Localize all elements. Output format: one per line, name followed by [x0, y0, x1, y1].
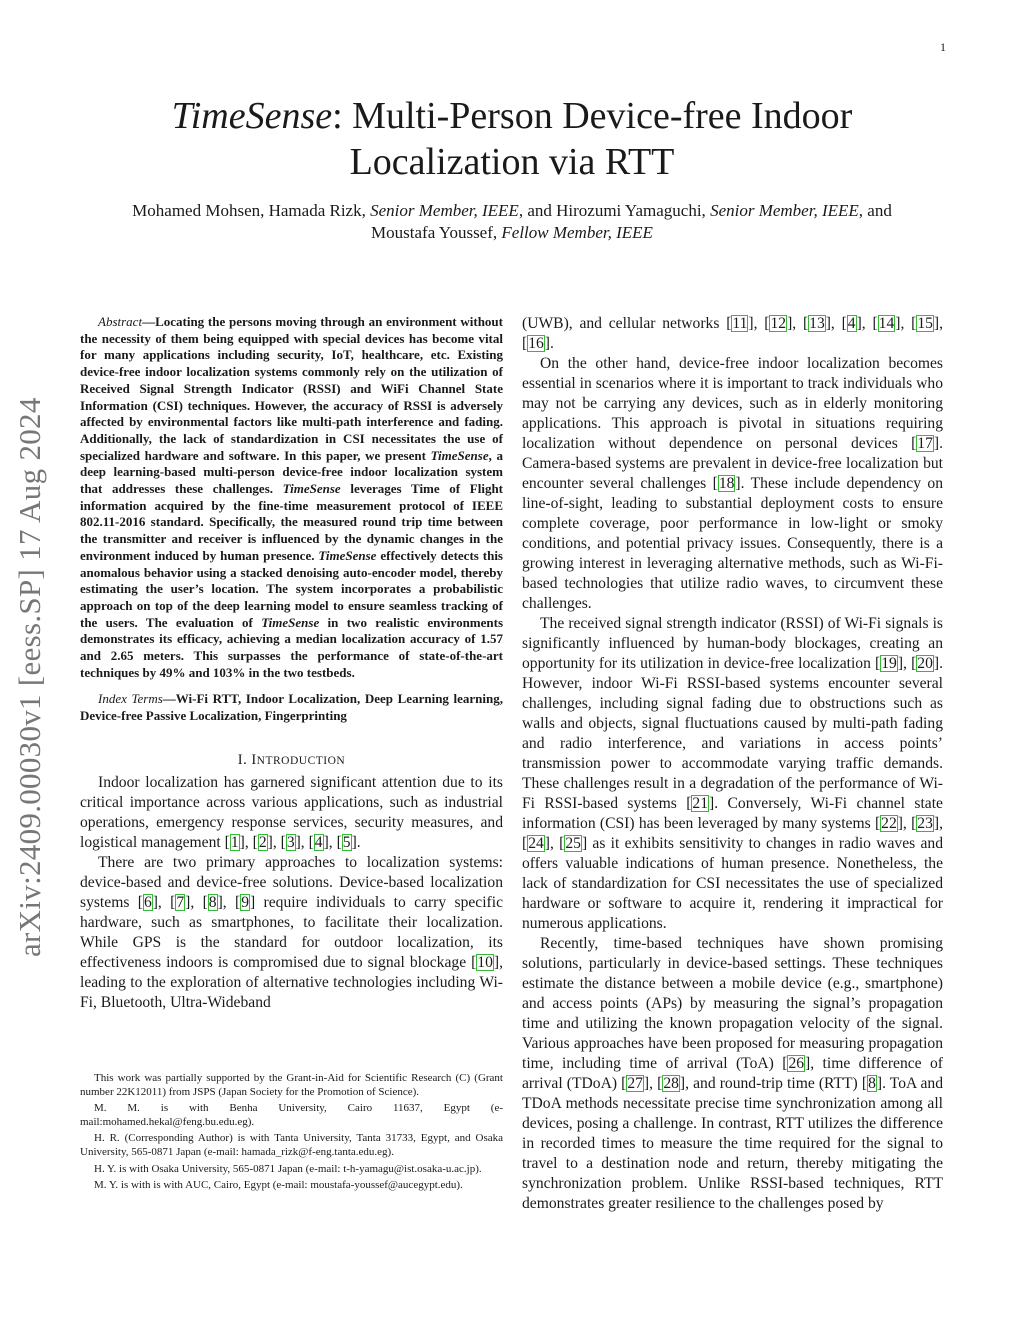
paragraph-text: Recently, time-based techniques have shown promising solutions, particularly in device-based settings. These techniques estimate the distance between a mobile device (e.g., smartphone) and access points (APs) by measuring the signal’s propagation time and utilizing the known propagation velocity of the signal. Various approaches have been proposed for measuring propagation time, including time of arrival (ToA)	[522, 935, 943, 1072]
citation-link[interactable]: 9	[241, 893, 249, 911]
citation-link[interactable]: 28	[663, 1075, 679, 1092]
right-paragraph-0: (UWB), and cellular networks [11], [12], [13], [4], [14], [15], [16].	[522, 315, 943, 352]
citation-link[interactable]: 1	[230, 833, 239, 851]
author-affil-2: Senior Member, IEEE	[710, 201, 859, 220]
right-paragraph-3: Recently, time-based techniques have shown promising solutions, particularly in device-based settings. These techniques estimate the distance between a mobile device (e.g., smartphone) and access points (APs) by measuring the signal’s propagation time and utilizing the known propagation velocity of the signal. Various approaches have been proposed for measuring propagation time, including time of arrival (ToA) [26], time difference of arrival (TDoA) [27], [28], and round-trip time (RTT) [8]. ToA and TDoA methods necessitate precise time synchronization among all devices, posing a challenge. In contrast, RTT utilizes the difference in recorded times to measure the time required for the signal to travel to a destination node and return, thereby mitigating the synchronization problem. Unlike RSSI-based techniques, RTT demonstrates greater resilience to the challenges posed by	[522, 935, 944, 1212]
citation-link[interactable]: 25	[565, 835, 581, 852]
author-line-1	[80, 200, 944, 222]
abstract-text-4: effectively detects this anomalous behavior using a stacked denoising auto-encoder model, thereby estimating the user’s location. The system incorporates a probabilistic approach on top of the deep learning model to ensure seamless tracking of the users. The evaluation of	[80, 547, 503, 630]
citation-link[interactable]: 6	[143, 893, 152, 911]
citation-link[interactable]: 24	[528, 835, 544, 852]
footnote-author-4: M. Y. is with is with AUC, Cairo, Egypt (e-mail: moustafa-youssef@aucegypt.edu).	[94, 1179, 463, 1192]
section-title: NTRODUCTION	[256, 754, 346, 767]
author-names-4: Moustafa Youssef,	[371, 223, 502, 242]
paragraph-text: as it exhibits sensitivity to changes in radio waves and offers valuable indications of human presence. Nonetheless, the lack of standardization for CSI necessitates the use of specialized hardware or software to acquire it, rendering it impractical for numerous applications.	[522, 835, 943, 932]
citation-link[interactable]: 2	[258, 833, 267, 851]
abstract-text-5: in two realistic environments demonstrates its efficacy, achieving a median localization accuracy of 1.57 and 2.65 meters. This surpasses the performance of state-of-the-art techniques by 49% and 103% in the two testbeds.	[80, 614, 504, 680]
footnote-funding: This work was partially supported by the Grant-in-Aid for Scientific Research (C) (Grant number 22K12011) from JSPS (Japan Society for the Promotion of Science).	[80, 1072, 503, 1098]
citation-link[interactable]: 21	[692, 795, 708, 812]
abstract-label: Abstract	[98, 314, 143, 329]
arxiv-identifier: arXiv:2409.00030v1 [eess.SP] 17 Aug 2024	[12, 397, 47, 957]
citation-link[interactable]: 11	[732, 315, 748, 332]
right-column	[522, 314, 943, 1214]
citation-link[interactable]: 22	[881, 815, 897, 832]
citation-link[interactable]: 4	[847, 315, 856, 332]
citation-link[interactable]: 27	[627, 1075, 643, 1092]
paragraph-text: require individuals to carry specific hardware, such as smartphones, to facilitate their localization. While GPS is the standard for outdoor localization, its effectiveness indoors is compromised due to signal blockage	[80, 893, 503, 971]
paragraph-text: . Conversely, Wi-Fi channel state information (CSI) has been leveraged by many systems	[522, 795, 943, 832]
citation-link[interactable]: 7	[176, 893, 185, 911]
intro-paragraph-2: There are two primary approaches to localization systems: device-based and device-free solutions. Device-based localization systems [6], [7], [8], [9] require individuals to carry specific hardware, such as smartphones, to facilitate their localization. While GPS is the standard for outdoor localization, its effectiveness indoors is compromised due to signal blockage [10], leading to the exploration of alternative technologies including Wi-Fi, Bluetooth, Ultra-Wideband	[80, 853, 503, 1011]
abstract-system-name-2: TimeSense	[282, 481, 341, 497]
paper-title	[0, 93, 1024, 185]
abstract-system-name-3: TimeSense	[318, 547, 377, 563]
section-heading-introduction	[80, 752, 503, 769]
footnote-author-2: H. R. (Corresponding Author) is with Tanta University, Tanta 31733, Egypt, and Osaka University, 565-0871 Japan (e-mail: hamada_rizk@f-eng.tanta.edu.eg).	[80, 1132, 503, 1158]
citation-link[interactable]: 23	[917, 815, 933, 832]
citation-link[interactable]: 4	[314, 833, 323, 851]
citation-link[interactable]: 16	[528, 335, 544, 352]
abstract-text-3: leverages Time of Flight information acquired by the fine-time measurement protocol of IEEE 802.11-2016 standard. Specifically, the measured round trip time between the transmitter and receiver is influenced by the dynamic changes in the environment induced by human presence.	[80, 481, 504, 563]
intro-paragraph-1: Indoor localization has garnered significant attention due to its critical importance across various applications, such as industrial operations, emergency response services, security measures, and logistical management [1], [2], [3], [4], [5].	[80, 773, 503, 851]
page-number: 1	[940, 40, 946, 54]
abstract-system-name-4: TimeSense	[261, 614, 320, 630]
citation-link[interactable]: 3	[286, 833, 295, 851]
paragraph-text: There are two primary approaches to localization systems: device-based and device-free solutions. Device-based localization systems	[80, 853, 503, 911]
author-names-2: , and Hirozumi Yamaguchi,	[518, 201, 711, 220]
index-terms-label: Index Terms	[98, 691, 163, 707]
paragraph-text: . ToA and TDoA methods necessitate precise time synchronization among all devices, posing a challenge. In contrast, RTT utilizes the difference in recorded times to measure the time required for the signal to travel to a destination node and return, thereby mitigating the synchronization problem. Unlike RSSI-based techniques, RTT demonstrates greater resilience to the challenges posed by	[522, 1075, 944, 1212]
paragraph-text: . However, indoor Wi-Fi RSSI-based systems encounter several challenges, including signal fading due to obstructions such as walls and objects, signal fluctuations caused by multi-path fading and radio interference, and variations in access points’ transmission power to accommodate varying traffic demands. These challenges result in a degradation of the performance of Wi-Fi RSSI-based systems	[522, 655, 943, 812]
footnote-author-1: M. M. is with Benha University, Cairo 11637, Egypt (e-mail:mohamed.hekal@feng.bu.edu.eg).	[80, 1102, 503, 1128]
author-affil-3: Fellow Member, IEEE	[501, 223, 653, 242]
right-paragraph-1: On the other hand, device-free indoor localization becomes essential in scenarios where it is important to track individuals who may not be carrying any devices, such as in elderly monitoring applications. This approach is pivotal in situations requiring localization without dependence on personal devices [17]. Camera-based systems are prevalent in device-free localization but encounter several challenges [18]. These include dependency on line-of-sight, leading to substantial deployment costs to ensure complete coverage, poor performance in low-light or smoky conditions, and potential privacy issues. Consequently, there is a growing interest in leveraging alternative methods, such as Wi-Fi-based technologies that utilize radio waves, to circumvent these challenges.	[522, 355, 943, 612]
title-system-name: TimeSense	[171, 95, 333, 137]
section-number: I. I	[237, 751, 257, 768]
title-line1: : Multi-Person Device-free Indoor	[332, 95, 853, 137]
citation-link[interactable]: 15	[917, 315, 933, 332]
author-names-1: Mohamed Mohsen, Hamada Rizk,	[132, 201, 371, 220]
paragraph-text: (UWB), and cellular networks	[522, 315, 727, 332]
citation-link[interactable]: 19	[881, 655, 897, 672]
index-terms-text: —Wi-Fi RTT, Indoor Localization, Deep Learning learning, Device-free Passive Localization, Fingerprinting	[80, 691, 503, 724]
abstract-text-2: , a deep learning-based multi-person device-free indoor localization system that addresses these challenges.	[80, 447, 504, 497]
author-names-3: , and	[858, 201, 892, 220]
citation-link[interactable]: 26	[788, 1055, 805, 1072]
right-paragraph-2: The received signal strength indicator (RSSI) of Wi-Fi signals is significantly influenced by human-body blockages, creating an opportunity for its utilization in device-free localization [19], [20]. However, indoor Wi-Fi RSSI-based systems encounter several challenges, including signal fading due to obstructions such as walls and objects, signal fluctuations caused by multi-path fading and radio interference, and variations in access points’ transmission power to accommodate varying traffic demands. These challenges result in a degradation of the performance of Wi-Fi RSSI-based systems [21]. Conversely, Wi-Fi channel state information (CSI) has been leveraged by many systems [22], [23], [24], [25] as it exhibits sensitivity to changes in radio waves and offers valuable indications of human presence. Nonetheless, the lack of standardization for CSI necessitates the use of specialized hardware or software to acquire it, rendering it impractical for numerous applications.	[522, 615, 943, 932]
left-body	[80, 773, 503, 1013]
author-affil-1: Senior Member, IEEE	[370, 201, 519, 220]
citation-link[interactable]: 20	[917, 655, 933, 672]
footnote-author-3: H. Y. is with Osaka University, 565-0871 Japan (e-mail: t-h-yamagu@ist.osaka-u.ac.jp).	[94, 1162, 482, 1175]
paragraph-text: , time difference of arrival (TDoA)	[522, 1055, 943, 1092]
citation-link[interactable]: 8	[868, 1075, 876, 1092]
citation-link[interactable]: 18	[718, 475, 735, 492]
footnotes	[80, 1072, 503, 1196]
abstract	[80, 314, 503, 681]
title-line2: Localization via RTT	[349, 141, 675, 183]
paragraph-text: , and round-trip time (RTT)	[685, 1075, 862, 1092]
citation-link[interactable]: 5	[342, 833, 351, 851]
left-column	[80, 314, 503, 1013]
citation-link[interactable]: 10	[477, 953, 493, 971]
paragraph-text: . Camera-based systems are prevalent in device-free localization but encounter several challenges	[522, 435, 943, 492]
paragraph-text: On the other hand, device-free indoor localization becomes essential in scenarios where it is important to track individuals who may not be carrying any devices, such as in elderly monitoring applications. This approach is pivotal in situations requiring localization without dependence on personal devices	[522, 355, 943, 452]
paragraph-text: . These include dependency on line-of-sight, leading to substantial deployment costs to ensure complete coverage, poor performance in low-light or smoky conditions, and potential privacy issues. Consequently, there is a growing interest in leveraging alternative methods, such as Wi-Fi-based technologies that utilize radio waves, to circumvent these challenges.	[522, 475, 943, 612]
paragraph-text: The received signal strength indicator (RSSI) of Wi-Fi signals is significantly influenced by human-body blockages, creating an opportunity for its utilization in device-free localization	[522, 615, 943, 672]
citation-link[interactable]: 14	[878, 315, 895, 332]
citation-link[interactable]: 8	[208, 893, 217, 911]
citation-link[interactable]: 13	[809, 315, 825, 332]
citation-link[interactable]: 17	[917, 435, 933, 452]
paragraph-text: , leading to the exploration of alternative technologies including Wi-Fi, Bluetooth, Ultra-Wideband	[80, 953, 503, 1011]
author-list	[80, 200, 944, 244]
abstract-text-1: —Locating the persons moving through an environment without the necessity of them being equipped with special devices has become vital for many applications including security, IoT, healthcare, etc. Existing device-free indoor localization systems commonly rely on the utilization of Received Signal Strength Indicator (RSSI) and WiFi Channel State Information (CSI) techniques. However, the accuracy of RSSI is adversely affected by environmental factors like multi-path interference and fading. Additionally, the lack of standardization in CSI necessitates the use of specialized hardware and software. In this paper, we present	[80, 314, 503, 463]
citation-link[interactable]: 12	[770, 315, 787, 332]
abstract-system-name-1: TimeSense	[430, 447, 489, 463]
paragraph-text: Indoor localization has garnered significant attention due to its critical importance across various applications, such as industrial operations, emergency response services, security measures, and logistical management	[80, 773, 503, 851]
author-line-2	[80, 222, 944, 244]
index-terms	[80, 691, 503, 724]
